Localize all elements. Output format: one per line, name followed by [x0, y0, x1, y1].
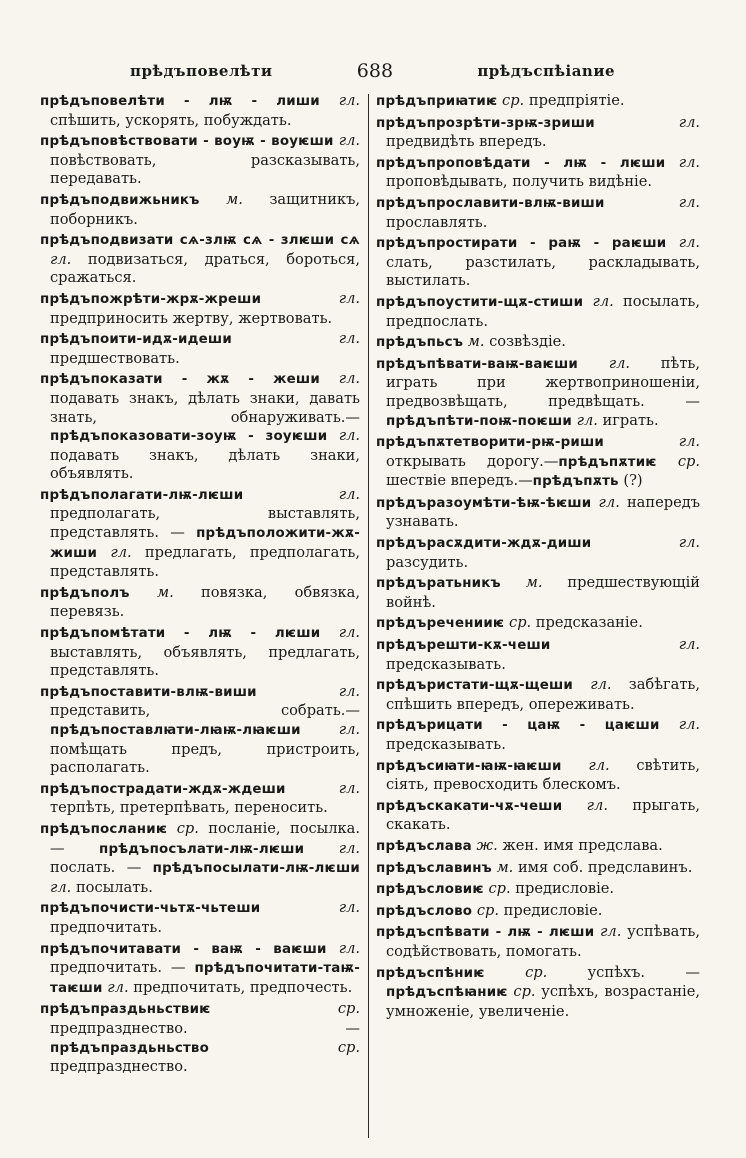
headword: прѣдъпѫть — [532, 474, 619, 490]
definition-text: шествіе впередъ.— — [386, 472, 533, 490]
definition-text — [286, 780, 339, 797]
headword: прѣдъпоказовати-зоуѭ - зоуѥши — [50, 429, 328, 445]
definition-text: помѣщать предъ, пристроить, располагать. — [50, 740, 360, 777]
grammar-label: ср. — [337, 1038, 360, 1056]
headword: прѣдъподвизати сѧ-злѭ сѧ - злѥши сѧ — [40, 233, 360, 249]
headword: прѣдъпосълати-лѭ-лѥши — [99, 841, 305, 857]
definition-text: свѣтить, сіять, превосходить блескомъ. — [386, 756, 700, 794]
grammar-label: гл. — [338, 624, 361, 642]
headword: прѣдъпоити-идѫ-идеши — [40, 332, 232, 348]
definition-text — [97, 544, 110, 561]
grammar-label: гл. — [338, 682, 360, 700]
grammar-label: ср. — [513, 983, 536, 1001]
headword: прѣдъпочисти-чьтѫ-чьтеши — [40, 901, 261, 917]
grammar-label: гл. — [586, 796, 608, 814]
dictionary-entry — [40, 820, 360, 897]
headword: прѣдъполъ — [40, 585, 130, 601]
headword: прѣдъратьникъ — [376, 576, 501, 592]
definition-text: слать, разстилать, раскладывать, выстилать. — [386, 253, 700, 290]
definition-text: открывать дорогу.— — [386, 452, 559, 470]
grammar-label: м. — [156, 583, 174, 601]
headword: прѣдъпоказати - жѫ - жеши — [40, 372, 320, 388]
dictionary-entry — [40, 290, 360, 328]
headword: прѣдъспѣꙗниѥ — [386, 985, 508, 1001]
definition-text: пѣть, играть при жертвоприношеніи, предвозвѣщать, предвѣщать. — — [386, 354, 700, 410]
headword: прѣдърешти-кѫ-чеши — [376, 638, 551, 654]
headword: прѣдъпочитати-таѭ-таѥши — [50, 961, 360, 996]
headword: прѣдъпосланиѥ — [40, 821, 168, 837]
definition-text: предполагать, выставлять, представлять. — — [50, 505, 360, 542]
definition-text: посланіе, посылка. — — [50, 819, 361, 857]
column-divider — [368, 94, 369, 1138]
definition-text: защитникъ, поборникъ. — [50, 190, 360, 228]
definition-text — [304, 840, 338, 857]
definition-text: играть. — [597, 411, 659, 429]
headword: прѣдъподвижьникъ — [40, 192, 200, 208]
dictionary-entry — [40, 683, 360, 778]
grammar-label: гл. — [338, 485, 360, 503]
grammar-label: гл. — [50, 878, 72, 896]
headword: прѣдъспѣвати - лѭ - лѥши — [376, 925, 595, 941]
right-guide-word: прѣдъспѣianие — [477, 62, 615, 80]
grammar-label: гл. — [338, 779, 360, 797]
grammar-label: гл. — [338, 370, 361, 388]
headword: прѣдъпоставити-влѭ-виши — [40, 684, 257, 700]
definition-text — [243, 486, 338, 503]
definition-text: напередъ узнавать. — [386, 493, 700, 531]
dictionary-entry — [376, 676, 700, 714]
definition-text: предисловіе. — [510, 880, 615, 898]
dictionary-entry — [376, 114, 700, 152]
grammar-label: гл. — [338, 289, 360, 307]
dictionary-entry — [40, 940, 360, 999]
headword: прѣдъпѫтетворити-рѭ-риши — [376, 435, 604, 451]
definition-text: предпочитать. — [50, 918, 163, 936]
page-number: 688 — [356, 60, 394, 82]
definition-text — [130, 584, 157, 601]
grammar-label: м. — [525, 574, 543, 592]
grammar-label: ж. — [476, 836, 498, 854]
headword: прѣдъпомѣтати - лѭ - лѥши — [40, 626, 321, 642]
headword: прѣдъпраздьньствиѥ — [40, 1002, 211, 1018]
dictionary-entry — [40, 1000, 360, 1076]
dictionary-entry — [40, 330, 360, 368]
definition-text — [232, 330, 339, 347]
dictionary-entry — [376, 574, 700, 612]
headword: прѣдъповѣствовати - воуѭ - воуѥши — [40, 134, 334, 150]
headword: прѣдъположити-жѫ-жиши — [50, 526, 360, 561]
definition-text — [320, 370, 339, 387]
dictionary-entry — [376, 494, 700, 532]
headword: прѣдъспѣниѥ — [376, 965, 485, 981]
headword: прѣдъслава — [376, 838, 472, 854]
grammar-label: гл. — [50, 250, 72, 268]
headword: прѣдъразоумѣти-ѣѭ-ѣѥши — [376, 495, 592, 511]
definition-text — [595, 114, 679, 131]
headword: прѣдъреченииѥ — [376, 616, 505, 632]
grammar-label: гл. — [678, 534, 700, 552]
dictionary-entry — [40, 780, 360, 818]
definition-text — [167, 820, 176, 837]
headword: прѣдъпострадати-ждѫ-ждеши — [40, 781, 286, 797]
dictionary-entry — [376, 194, 700, 232]
dictionary-entry — [376, 837, 700, 857]
dictionary-entry — [376, 716, 700, 754]
grammar-label: гл. — [600, 923, 622, 941]
headword: прѣдъпѫтиѥ — [558, 454, 657, 470]
headword: прѣдъпрославити-влѭ-виши — [376, 195, 605, 211]
definition-text: успѣхъ. — — [547, 963, 700, 981]
definition-text — [660, 716, 679, 733]
definition-text — [578, 355, 609, 372]
definition-text: терпѣть, претерпѣвать, переносить. — [50, 799, 328, 817]
definition-text — [257, 683, 339, 700]
dictionary-entry — [40, 486, 360, 582]
headword: прѣдъпроповѣдати - лѭ - лѥши — [376, 155, 666, 171]
definition-text — [209, 1039, 338, 1056]
definition-text: повѣствовать, разсказывать, передавать. — [50, 151, 360, 188]
definition-text — [591, 494, 598, 511]
left-column — [40, 92, 360, 1079]
grammar-label: гл. — [338, 899, 360, 917]
dictionary-entry — [376, 355, 700, 431]
dictionary-entry — [376, 964, 700, 1022]
definition-text: подвизаться, драться, бороться, сражаться. — [50, 250, 360, 287]
definition-text: посылать, предпослать. — [386, 292, 700, 330]
definition-text — [562, 797, 586, 814]
definition-text — [261, 290, 339, 307]
grammar-label: ср. — [525, 963, 548, 981]
grammar-label: гл. — [678, 636, 700, 654]
definition-text — [199, 191, 226, 208]
definition-text: предисловіе. — [498, 901, 603, 919]
headword: прѣдъприꙗтиѥ — [376, 94, 498, 109]
definition-text: предпразднество. — [50, 1058, 188, 1076]
definition-text — [591, 534, 678, 551]
definition-text: предсказывать. — [386, 736, 506, 753]
headword: прѣдъсловиѥ — [376, 882, 484, 898]
dictionary-entry — [376, 614, 700, 634]
grammar-label: гл. — [110, 543, 132, 561]
definition-text — [562, 757, 589, 774]
dictionary-entry — [40, 92, 360, 130]
headword: прѣдъпосылати-лѭ-лѥши — [152, 861, 360, 877]
right-column — [376, 92, 700, 1023]
definition-text: спѣшить, ускорять, побуждать. — [50, 111, 292, 129]
definition-text: предпріятіе. — [524, 92, 625, 109]
headword: прѣдъскакати-чѫ-чеши — [376, 798, 563, 814]
definition-text: предсказывать. — [386, 655, 506, 673]
grammar-label: гл. — [338, 839, 360, 857]
definition-text: прославлять. — [386, 213, 488, 231]
headword: прѣдъпраздьньство — [50, 1040, 209, 1056]
definition-text — [501, 574, 526, 591]
definition-text: предшествовать. — [50, 349, 180, 367]
definition-text: предпразднество. — — [50, 1019, 360, 1037]
definition-text — [573, 676, 590, 693]
grammar-label: гл. — [678, 113, 700, 131]
definition-text: повязка, обвязка, перевязь. — [50, 583, 360, 621]
dictionary-entry — [376, 534, 700, 572]
dictionary-entry — [40, 231, 360, 288]
definition-text: предсказаніе. — [531, 614, 643, 632]
dictionary-entry — [376, 293, 700, 331]
grammar-label: гл. — [107, 978, 129, 996]
headword: прѣдъслово — [376, 903, 473, 919]
definition-text — [605, 194, 679, 211]
grammar-label: ср. — [509, 614, 532, 632]
definition-text: прыгать, скакать. — [386, 796, 701, 834]
dictionary-entry — [376, 859, 700, 879]
headword: прѣдъристати-щѫ-щеши — [376, 678, 574, 694]
definition-text — [211, 1000, 338, 1017]
definition-text — [665, 154, 678, 171]
headword: прѣдъполагати-лѭ-лѥши — [40, 487, 244, 503]
definition-text — [550, 636, 678, 653]
grammar-label: гл. — [678, 234, 701, 252]
headword: прѣдърасѫдити-ждѫ-диши — [376, 536, 592, 552]
dictionary-entry — [376, 880, 700, 900]
grammar-label: гл. — [592, 292, 614, 310]
headword: прѣдъповелѣти - лѭ - лиши — [40, 94, 320, 109]
definition-text: представить, собрать.— — [50, 702, 360, 720]
headword: прѣдъпѣвати-ваѭ-ваѥши — [376, 356, 578, 372]
running-header — [40, 56, 720, 86]
grammar-label: гл. — [678, 153, 700, 171]
grammar-label: ср. — [502, 92, 525, 109]
definition-text: жен. имя предслава. — [497, 836, 663, 854]
definition-text — [260, 899, 338, 916]
definition-text: забѣгать, спѣшить впередъ, опереживать. — [386, 676, 700, 713]
definition-text: успѣхъ, возрастаніе, умноженіе, увеличеніе. — [386, 983, 701, 1020]
definition-text — [666, 234, 678, 251]
definition-text: имя соб. предславинъ. — [513, 858, 693, 876]
grammar-label: ср. — [677, 452, 700, 470]
grammar-label: гл. — [678, 716, 700, 734]
grammar-label: гл. — [608, 354, 631, 372]
definition-text: предпочитать, предпочесть. — [128, 978, 353, 996]
dictionary-entry — [40, 191, 360, 229]
headword: прѣдъпьсъ — [376, 335, 464, 351]
definition-text — [301, 721, 339, 738]
headword: прѣдъпрозрѣти-зрѭ-зриши — [376, 115, 595, 131]
definition-text — [327, 427, 338, 444]
headword: прѣдъславинъ — [376, 860, 492, 876]
dictionary-entry — [40, 624, 360, 681]
dictionary-entry — [376, 757, 700, 795]
definition-text — [604, 433, 679, 450]
dictionary-entry — [376, 636, 700, 674]
definition-text — [485, 964, 525, 981]
grammar-label: гл. — [338, 721, 360, 738]
grammar-label: ср. — [488, 880, 511, 898]
definition-text: (?) — [618, 472, 643, 490]
left-guide-word: прѣдъповелѣти — [130, 62, 273, 80]
dictionary-entry — [376, 433, 700, 492]
definition-text: предприносить жертву, жертвовать. — [50, 309, 333, 327]
definition-text — [320, 92, 339, 109]
definition-text: подавать знакъ, дѣлать знаки, объявлять. — [50, 446, 360, 483]
grammar-label: гл. — [338, 427, 360, 445]
dictionary-entry — [376, 902, 700, 922]
dictionary-entry — [376, 333, 700, 353]
dictionary-entry — [376, 92, 700, 112]
headword: прѣдъпочитавати - ваѭ - ваѥши — [40, 941, 327, 957]
definition-text: предлагать, предполагать, представлять. — [50, 543, 361, 581]
definition-text — [657, 453, 678, 470]
definition-text — [327, 940, 339, 957]
dictionary-entry — [376, 923, 700, 961]
grammar-label: гл. — [678, 433, 700, 451]
grammar-label: м. — [467, 333, 485, 351]
grammar-label: ср. — [476, 901, 499, 919]
definition-text: успѣвать, содѣйствовать, помогать. — [386, 923, 700, 960]
grammar-label: гл. — [678, 193, 700, 211]
headword: прѣдъпѣти-поѭ-поѥши — [386, 413, 572, 429]
definition-text: созвѣздіе. — [484, 333, 566, 351]
grammar-label: гл. — [338, 939, 360, 957]
definition-text: выставлять, объявлять, предлагать, представлять. — [50, 643, 360, 680]
grammar-label: м. — [226, 190, 243, 208]
headword: прѣдъпростирати - раѭ - раѥши — [376, 236, 667, 252]
headword: прѣдъпоставлꙗти-лꙗѭ-лꙗѥши — [50, 723, 301, 738]
grammar-label: ср. — [337, 1000, 360, 1018]
dictionary-entry — [376, 797, 700, 835]
definition-text: проповѣдывать, получить видѣніе. — [386, 173, 653, 191]
definition-text: послать. — — [50, 859, 153, 877]
grammar-label: гл. — [576, 411, 598, 429]
headword: прѣдърицати - цаѭ - цаѥши — [376, 718, 660, 734]
grammar-label: гл. — [338, 330, 360, 348]
dictionary-entry — [40, 370, 360, 484]
dictionary-entry — [40, 132, 360, 189]
grammar-label: гл. — [590, 676, 612, 694]
definition-text: предпочитать. — — [50, 959, 195, 977]
grammar-label: м. — [496, 858, 514, 876]
dictionary-entry — [40, 584, 360, 622]
definition-text: разсудить. — [386, 553, 469, 571]
dictionary-entry — [40, 899, 360, 937]
definition-text: посылать. — [71, 878, 153, 896]
definition-text — [320, 624, 338, 641]
headword: прѣдъпоустити-щѫ-стиши — [376, 294, 584, 310]
dictionary-entry — [376, 234, 700, 291]
grammar-label: ср. — [176, 819, 199, 837]
definition-text: подавать знакъ, дѣлать знаки, давать знать, обнаруживать.— — [50, 389, 360, 426]
grammar-label: гл. — [338, 132, 360, 150]
grammar-label: гл. — [588, 756, 610, 774]
headword: прѣдъсиꙗти-ꙗѭ-ꙗѥши — [376, 758, 562, 774]
grammar-label: гл. — [338, 92, 361, 109]
grammar-label: гл. — [598, 493, 620, 511]
headword: прѣдъпожрѣти-жрѫ-жреши — [40, 291, 262, 307]
definition-text: предвидѣть впередъ. — [386, 133, 547, 151]
dictionary-entry — [376, 154, 700, 192]
definition-text: предшествующій войнѣ. — [386, 574, 700, 611]
